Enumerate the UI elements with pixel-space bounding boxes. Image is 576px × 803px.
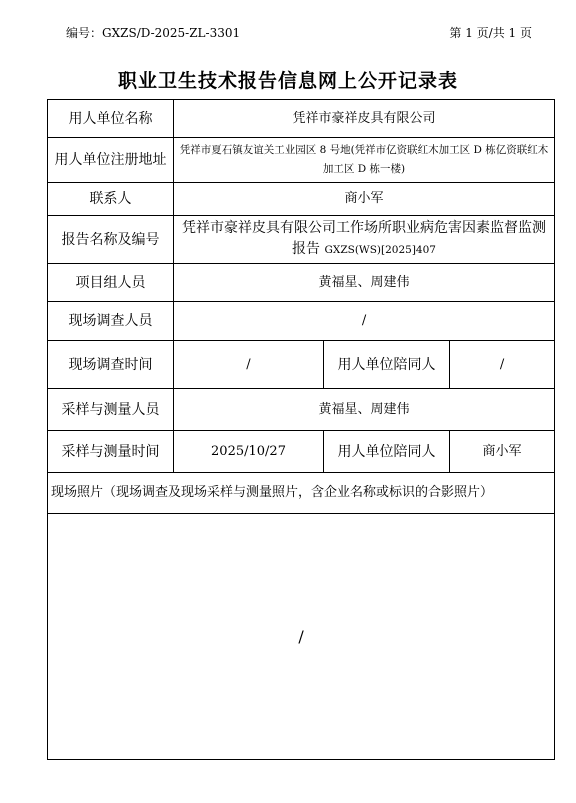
survey-staff-value: / (174, 302, 555, 341)
row-sampling-staff (48, 389, 555, 431)
sampling-staff-value: 黄福星、周建伟 (174, 389, 555, 431)
row-team (48, 264, 555, 302)
row-report (48, 216, 555, 264)
address-value: 凭祥市夏石镇友谊关工业园区 8 号地(凭祥市亿资联红木加工区 D 栋亿资联红木加工区 D 栋一楼) (174, 138, 555, 183)
survey-time-value: / (174, 341, 324, 389)
row-unit-name (48, 100, 555, 138)
row-survey-staff (48, 302, 555, 341)
row-photo (48, 514, 555, 760)
sampling-escort-label: 用人单位陪同人 (324, 431, 450, 473)
report-label: 报告名称及编号 (48, 216, 174, 264)
record-table (47, 99, 555, 760)
page-title: 职业卫生技术报告信息网上公开记录表 (117, 70, 458, 92)
survey-staff-label: 现场调查人员 (48, 302, 174, 341)
row-sampling-time (48, 431, 555, 473)
row-address (48, 138, 555, 183)
survey-escort-label: 用人单位陪同人 (324, 341, 450, 389)
row-survey-time (48, 341, 555, 389)
team-label: 项目组人员 (48, 264, 174, 302)
report-value (174, 216, 555, 264)
row-photo-label (48, 473, 555, 514)
sampling-escort-value: 商小军 (450, 431, 555, 473)
sampling-staff-label: 采样与测量人员 (48, 389, 174, 431)
team-value: 黄福星、周建伟 (174, 264, 555, 302)
report-title: 凭祥市豪祥皮具有限公司工作场所职业病危害因素监督监测报告 (182, 220, 547, 257)
survey-time-label: 现场调查时间 (48, 341, 174, 389)
contact-value: 商小军 (174, 183, 555, 216)
row-contact (48, 183, 555, 216)
photo-label: 现场照片（现场调查及现场采样与测量照片，含企业名称或标识的合影照片） (48, 473, 555, 514)
survey-escort-value: / (450, 341, 555, 389)
unit-name-value: 凭祥市豪祥皮具有限公司 (174, 100, 555, 138)
address-label: 用人单位注册地址 (48, 138, 174, 183)
document-number: 编号：GXZS/D-2025-ZL-3301 (66, 26, 241, 40)
sampling-time-label: 采样与测量时间 (48, 431, 174, 473)
contact-label: 联系人 (48, 183, 174, 216)
page-info: 第 1 页/共 1 页 (449, 26, 532, 40)
sampling-time-value: 2025/10/27 (174, 431, 324, 473)
photo-area: / (48, 514, 555, 760)
report-code: GXZS(WS)[2025]407 (324, 244, 436, 256)
unit-name-label: 用人单位名称 (48, 100, 174, 138)
